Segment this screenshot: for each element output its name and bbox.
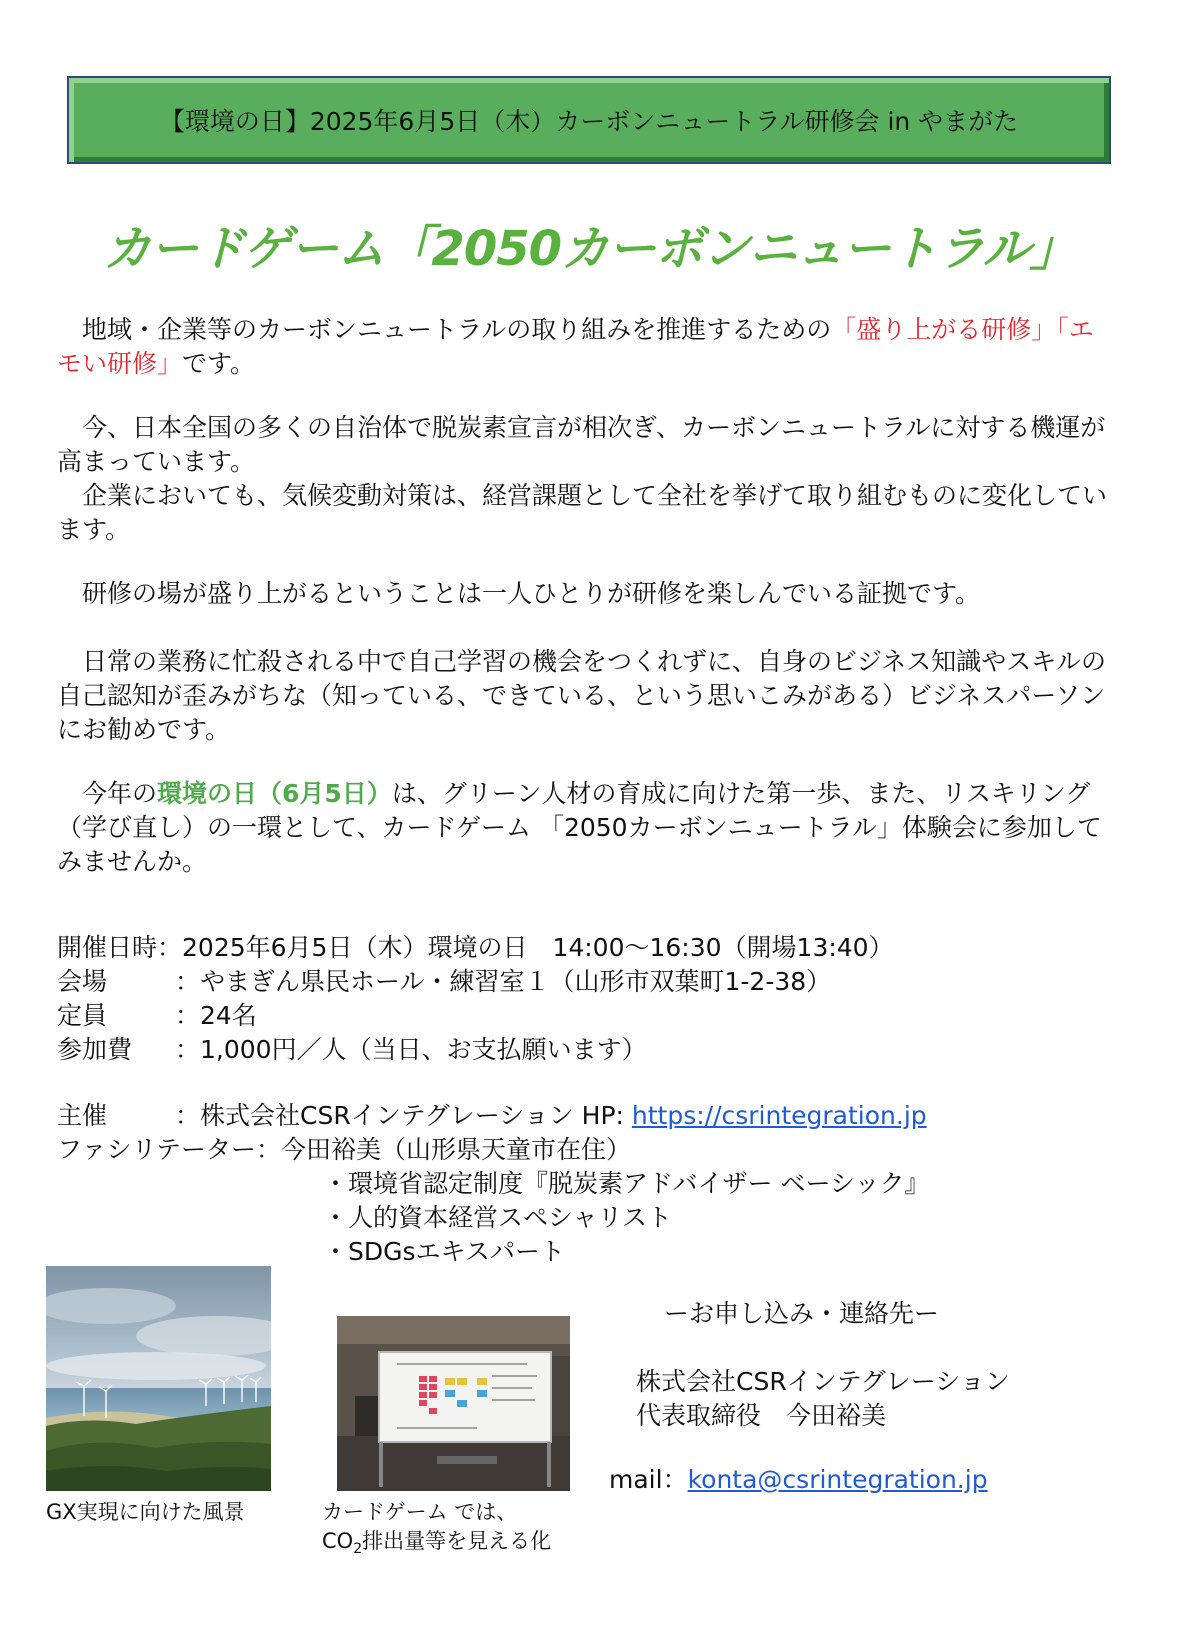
landscape-photo bbox=[46, 1266, 271, 1491]
landscape-caption: GX実現に向けた風景 bbox=[46, 1500, 245, 1524]
intro-text: 今年の bbox=[57, 779, 158, 808]
host-value: ：株式会社CSRインテグレーション HP: bbox=[175, 1101, 632, 1130]
detail-date bbox=[57, 931, 894, 965]
fee-value: ：1,000円／人（当日、お支払願います） bbox=[175, 1035, 647, 1064]
detail-venue bbox=[57, 965, 831, 999]
intro-text-end: です。 bbox=[182, 349, 256, 378]
capacity-value: ：24名 bbox=[175, 1001, 257, 1030]
intro-text-end: は、グリーン人材の育成に向けた第一歩、また、リスキリング（学び直し）の一環として、カードゲーム 「2050カーボンニュートラル」体験会に参加してみませんか。 bbox=[57, 779, 1102, 876]
highlight-green-text: 環境の日（6月5日） bbox=[157, 779, 392, 808]
intro-paragraph-4: 研修の場が盛り上がるということは一人ひとりが研修を楽しんでいる証拠です。 bbox=[57, 579, 981, 608]
credential-item: ・環境省認定制度『脱炭素アドバイザー ベーシック』 bbox=[323, 1169, 930, 1198]
contact-heading: ーお申し込み・連絡先ー bbox=[664, 1299, 940, 1328]
mail-link[interactable]: konta@csrintegration.jp bbox=[687, 1465, 988, 1494]
detail-host bbox=[57, 1099, 927, 1133]
cardgame-photo bbox=[337, 1316, 570, 1491]
host-label: 主催 bbox=[57, 1101, 108, 1130]
detail-capacity bbox=[57, 999, 257, 1033]
landscape-photo-image bbox=[46, 1266, 271, 1491]
co2-subscript: 2 bbox=[353, 1541, 363, 1558]
intro-paragraph-1 bbox=[57, 313, 1107, 381]
intro-paragraph-5: 日常の業務に忙殺される中で自己学習の機会をつくれずに、自身のビジネス知識やスキルの自己認知が歪みがちな（知っている、できている、という思いこみがある）ビジネスパーソンにお勧めです。 bbox=[57, 647, 1107, 744]
cardgame-caption-line-1: カードゲーム では、 bbox=[322, 1500, 518, 1524]
credential-item: ・SDGsエキスパート bbox=[323, 1237, 566, 1266]
facilitator-label: ファシリテーター： bbox=[57, 1135, 282, 1164]
mail-label: mail： bbox=[609, 1465, 688, 1494]
capacity-label: 定員 bbox=[57, 1001, 108, 1030]
host-website-link[interactable]: https://csrintegration.jp bbox=[631, 1101, 927, 1130]
venue-value: ：やまぎん県民ホール・練習室１（山形市双葉町1-2-38） bbox=[175, 967, 832, 996]
venue-label: 会場 bbox=[57, 967, 108, 996]
contact-person: 代表取締役 今田裕美 bbox=[636, 1401, 887, 1430]
contact-mail bbox=[609, 1463, 988, 1497]
caption-text: 排出量等を見える化 bbox=[362, 1529, 552, 1553]
page-title: カードゲーム「2050カーボンニュートラル」 bbox=[103, 221, 1077, 277]
banner-text: 【環境の日】2025年6月5日（木）カーボンニュートラル研修会 in やまがた bbox=[159, 107, 1019, 136]
cardgame-caption-line-2 bbox=[322, 1527, 551, 1563]
intro-paragraph-3: 企業においても、気候変動対策は、経営課題として全社を挙げて取り組むものに変化しています。 bbox=[57, 481, 1108, 544]
highlight-red-text: 「盛り上がる研修」「エモい研修」 bbox=[57, 315, 1094, 378]
intro-paragraph-6 bbox=[57, 777, 1107, 879]
facilitator-value: 今田裕美（山形県天童市在住） bbox=[281, 1135, 632, 1164]
co2-text: CO bbox=[322, 1529, 354, 1553]
date-value: 2025年6月5日（木）環境の日 14:00～16:30（開場13:40） bbox=[182, 933, 894, 962]
detail-facilitator bbox=[57, 1133, 631, 1167]
cardgame-photo-image bbox=[337, 1316, 570, 1491]
contact-company: 株式会社CSRインテグレーション bbox=[636, 1367, 1010, 1396]
date-label: 開催日時： bbox=[57, 933, 183, 962]
intro-paragraph-2: 今、日本全国の多くの自治体で脱炭素宣言が相次ぎ、カーボンニュートラルに対する機運が高まっています。 bbox=[57, 413, 1106, 476]
fee-label: 参加費 bbox=[57, 1035, 133, 1064]
detail-fee bbox=[57, 1033, 647, 1067]
intro-text: 地域・企業等のカーボンニュートラルの取り組みを推進するための bbox=[57, 315, 832, 344]
header-banner bbox=[67, 76, 1111, 164]
credential-item: ・人的資本経営スペシャリスト bbox=[323, 1203, 673, 1232]
